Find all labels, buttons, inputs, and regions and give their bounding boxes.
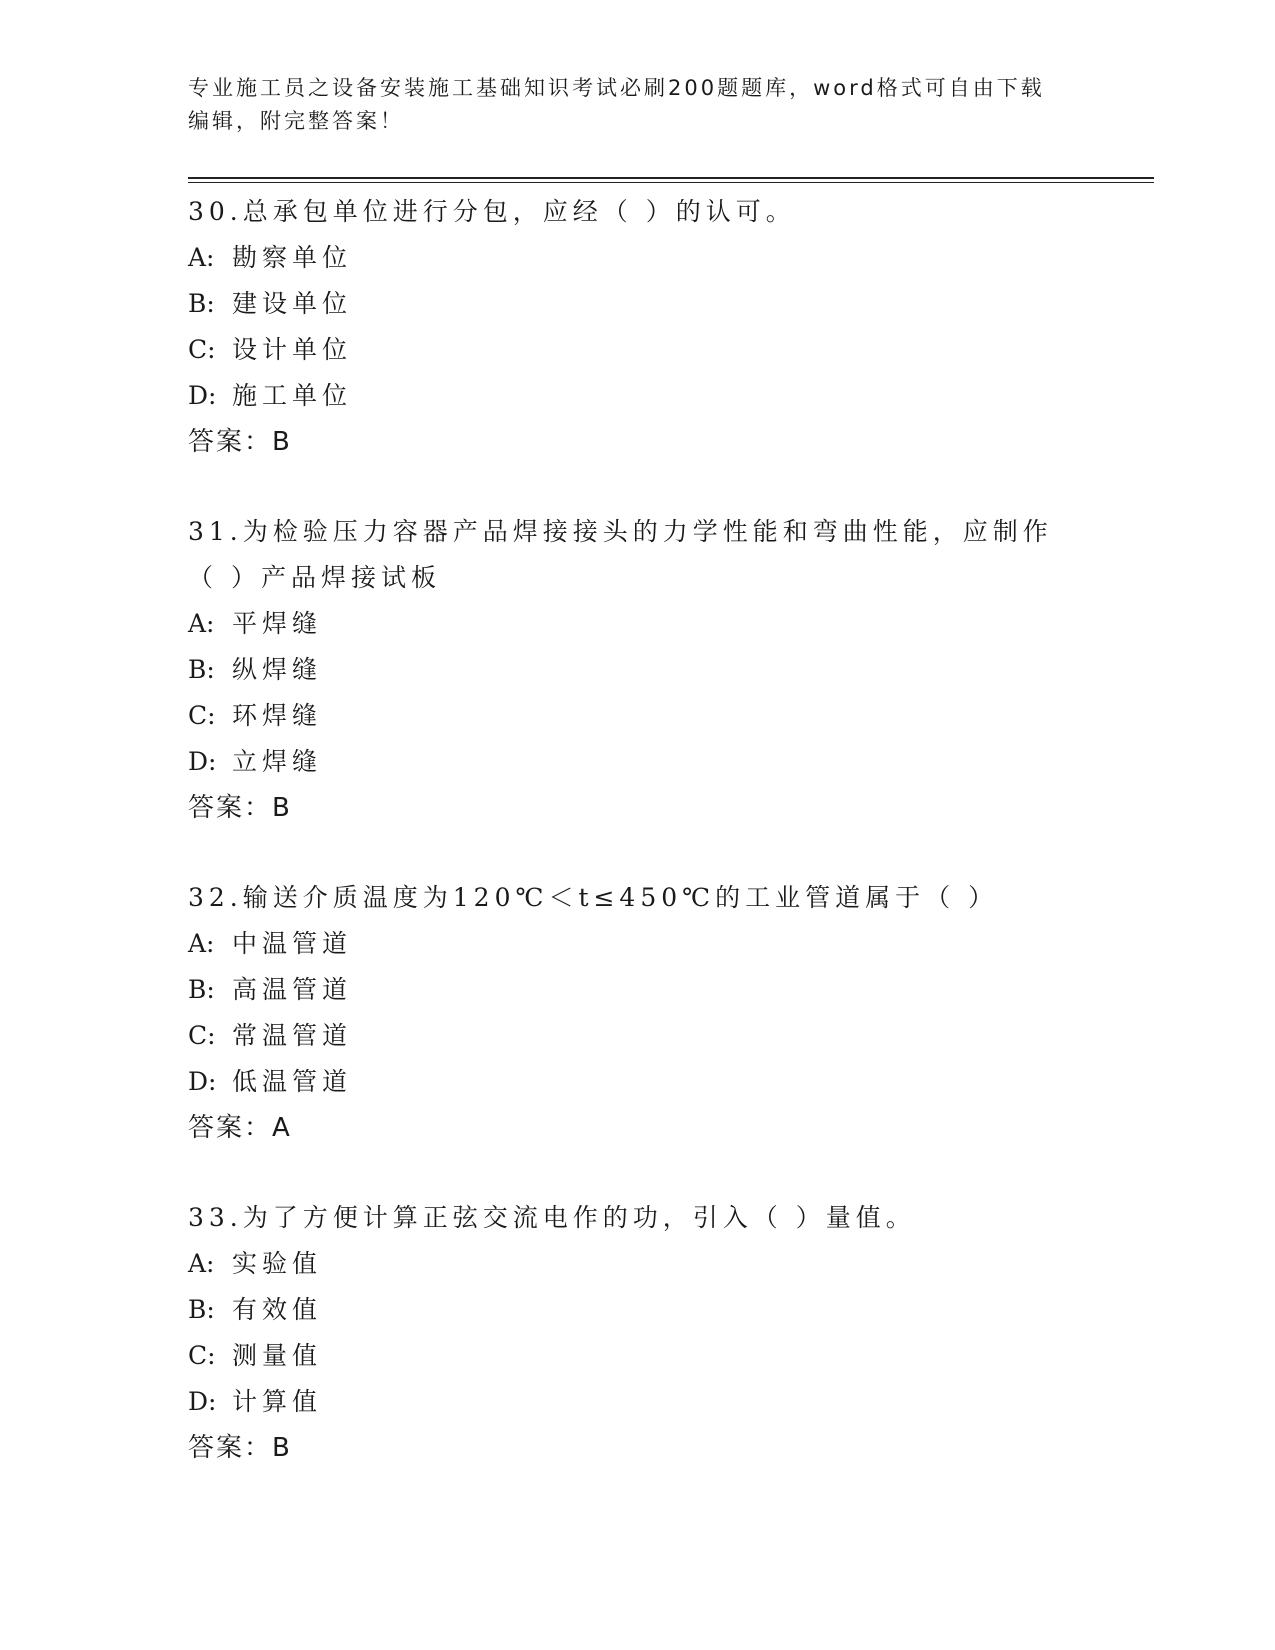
question-stem: 30.总承包单位进行分包，应经（ ）的认可。 <box>188 197 796 226</box>
question-33 <box>188 1195 1068 1471</box>
option-text: 施工单位 <box>232 381 353 410</box>
question-stem: 31.为检验压力容器产品焊接接头的力学性能和弯曲性能，应制作（ ）产品焊接试板 <box>188 517 1053 592</box>
option-text: 有效值 <box>232 1295 323 1324</box>
option-letter: D: <box>188 747 217 776</box>
option-letter: B: <box>188 1295 215 1324</box>
option-b <box>188 1287 1068 1333</box>
option-d <box>188 739 1068 785</box>
option-a <box>188 601 1068 647</box>
option-letter: B: <box>188 655 215 684</box>
header-divider-thin <box>188 182 1154 183</box>
option-letter: C: <box>188 701 216 730</box>
option-letter: D: <box>188 381 217 410</box>
option-d <box>188 1379 1068 1425</box>
option-text: 立焊缝 <box>232 747 323 776</box>
option-text: 实验值 <box>232 1249 323 1278</box>
header-line-2: 编辑，附完整答案！ <box>188 109 404 133</box>
header-divider <box>188 177 1154 179</box>
option-letter: A: <box>188 609 215 638</box>
option-c <box>188 1013 1068 1059</box>
answer: 答案：B <box>188 793 292 823</box>
option-c <box>188 693 1068 739</box>
option-b <box>188 281 1068 327</box>
option-letter: D: <box>188 1067 217 1096</box>
answer: 答案：B <box>188 1433 292 1463</box>
option-c <box>188 1333 1068 1379</box>
document-header <box>188 72 1068 138</box>
option-text: 环焊缝 <box>232 701 323 730</box>
option-c <box>188 327 1068 373</box>
question-list <box>188 189 1068 1515</box>
option-text: 纵焊缝 <box>232 655 323 684</box>
option-letter: B: <box>188 975 215 1004</box>
option-b <box>188 967 1068 1013</box>
question-stem: 32.输送介质温度为120℃＜t≤450℃的工业管道属于（ ） <box>188 883 999 912</box>
option-a <box>188 921 1068 967</box>
option-letter: A: <box>188 243 215 272</box>
option-text: 勘察单位 <box>232 243 353 272</box>
option-letter: A: <box>188 1249 215 1278</box>
question-30 <box>188 189 1068 465</box>
option-d <box>188 1059 1068 1105</box>
question-stem: 33.为了方便计算正弦交流电作的功，引入（ ）量值。 <box>188 1203 916 1232</box>
option-text: 低温管道 <box>232 1067 353 1096</box>
option-a <box>188 235 1068 281</box>
option-text: 建设单位 <box>232 289 353 318</box>
option-text: 设计单位 <box>232 335 353 364</box>
option-letter: D: <box>188 1387 217 1416</box>
option-letter: C: <box>188 1021 216 1050</box>
option-text: 计算值 <box>232 1387 323 1416</box>
option-text: 常温管道 <box>232 1021 353 1050</box>
option-letter: A: <box>188 929 215 958</box>
question-32 <box>188 875 1068 1151</box>
option-letter: C: <box>188 335 216 364</box>
option-letter: B: <box>188 289 215 318</box>
option-letter: C: <box>188 1341 216 1370</box>
option-d <box>188 373 1068 419</box>
answer: 答案：A <box>188 1113 292 1143</box>
option-text: 平焊缝 <box>232 609 323 638</box>
option-text: 中温管道 <box>232 929 353 958</box>
option-b <box>188 647 1068 693</box>
option-a <box>188 1241 1068 1287</box>
option-text: 测量值 <box>232 1341 323 1370</box>
option-text: 高温管道 <box>232 975 353 1004</box>
question-31 <box>188 509 1068 831</box>
header-line-1: 专业施工员之设备安装施工基础知识考试必刷200题题库，word格式可自由下载 <box>188 76 1045 100</box>
answer: 答案：B <box>188 427 292 457</box>
